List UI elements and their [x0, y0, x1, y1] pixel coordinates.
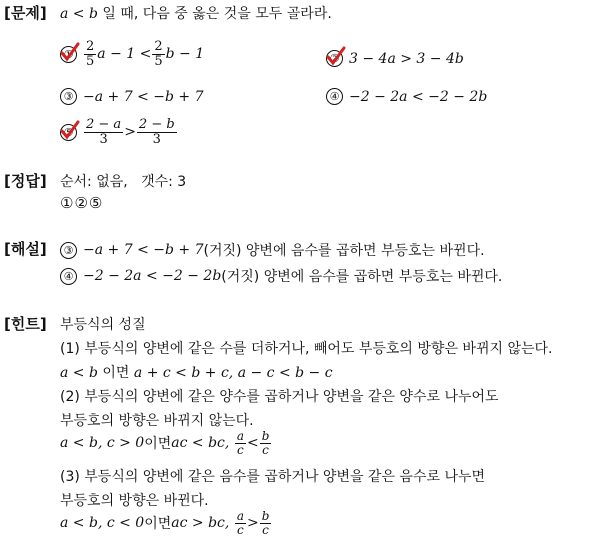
hint-rule-2: (2) 부등식의 양변에 같은 양수를 곱하거나 양변을 같은 양수로 나누어도	[60, 389, 499, 405]
math-text: >	[124, 124, 136, 141]
answer-order-text: 순서: 없음,	[60, 174, 128, 190]
fraction: $\frac{2 - a}{3}$	[86, 117, 122, 147]
math-text: a < b	[60, 365, 98, 381]
hint-label: [힌트]	[4, 315, 47, 333]
hint-rule-1: (1) 부등식의 양변에 같은 수를 더하거나, 빼어도 부등호의 방향은 바뀌지 않는다.	[60, 341, 553, 357]
problem-label: [문제]	[4, 4, 47, 22]
fraction: $\frac{2 - b}{3}$	[138, 117, 175, 147]
hint-text: 이면	[144, 516, 172, 533]
hint-rule-2-cont: 부등호의 방향은 바뀌지 않는다.	[60, 413, 254, 429]
hint-rule-3-example	[60, 510, 272, 536]
hint-rule-2-example	[60, 430, 272, 456]
answer-label: [정답]	[4, 172, 47, 190]
hint-rule-3-cont: 부등호의 방향은 바뀐다.	[60, 493, 209, 509]
answer-choices: ①②⑤	[60, 194, 104, 212]
fraction: $\frac{b}{c}$	[261, 429, 270, 457]
choice-number: ②	[326, 50, 343, 67]
math-text: b − 1	[165, 46, 205, 63]
math-text: ac > bc,	[171, 515, 230, 532]
math-text: a + c < b + c, a − c < b − c	[133, 365, 333, 381]
choice-number: ⑤	[60, 124, 77, 141]
choice-4	[326, 88, 487, 105]
check-mark-icon	[59, 41, 81, 63]
choice-number: ③	[60, 88, 77, 105]
math-text: 3 − 4a > 3 − 4b	[349, 50, 464, 67]
math-text: >	[246, 515, 259, 532]
fraction: $\frac{b}{c}$	[261, 509, 270, 537]
problem-statement	[60, 3, 332, 23]
fraction: $\frac{a}{c}$	[236, 429, 244, 457]
check-mark-icon	[325, 45, 347, 67]
choice-2	[326, 50, 464, 67]
choice-1	[60, 40, 204, 68]
explanation-label: [해설]	[4, 240, 47, 258]
hint-rule-3: (3) 부등식의 양변에 같은 음수를 곱하거나 양변을 같은 음수로 나누면	[60, 469, 486, 485]
answer-count-text: 갯수: 3	[141, 174, 187, 190]
statement-text: 일 때, 다음 중 옳은 것을 모두 골라라.	[97, 6, 332, 22]
choice-number: ④	[326, 88, 343, 105]
choice-number: ④	[60, 268, 77, 285]
math-text: −a + 7 < −b + 7	[83, 242, 204, 258]
choice-5	[60, 118, 178, 146]
explanation-text: (거짓) 양변에 음수를 곱하면 부등호는 바뀐다.	[221, 269, 503, 285]
math-text: <	[246, 435, 259, 452]
math-text: a < b, c < 0	[60, 515, 145, 532]
fraction: $\frac{2}{5}$	[154, 39, 163, 69]
explanation-line-1	[60, 240, 485, 260]
math-text: −a + 7 < −b + 7	[83, 88, 204, 105]
hint-text: 이면	[97, 365, 134, 381]
hint-title: 부등식의 성질	[60, 317, 146, 333]
choice-number: ①	[60, 46, 77, 63]
check-mark-icon	[59, 119, 81, 141]
math-text: a − 1 <	[97, 46, 152, 63]
hint-text: 이면	[144, 436, 172, 453]
choice-number: ③	[60, 242, 77, 259]
answer-order	[60, 171, 186, 191]
math-text: −2 − 2a < −2 − 2b	[349, 88, 488, 105]
fraction: $\frac{a}{c}$	[236, 509, 244, 537]
math-text: −2 − 2a < −2 − 2b	[83, 268, 222, 284]
explanation-line-2	[60, 266, 502, 286]
statement-math: a < b	[60, 6, 98, 22]
hint-rule-1-example	[60, 362, 333, 382]
choice-3	[60, 88, 203, 105]
fraction: $\frac{2}{5}$	[86, 39, 95, 69]
math-text: a < b, c > 0	[60, 435, 145, 452]
math-text: ac < bc,	[171, 435, 230, 452]
explanation-text: (거짓) 양변에 음수를 곱하면 부등호는 바뀐다.	[203, 243, 485, 259]
